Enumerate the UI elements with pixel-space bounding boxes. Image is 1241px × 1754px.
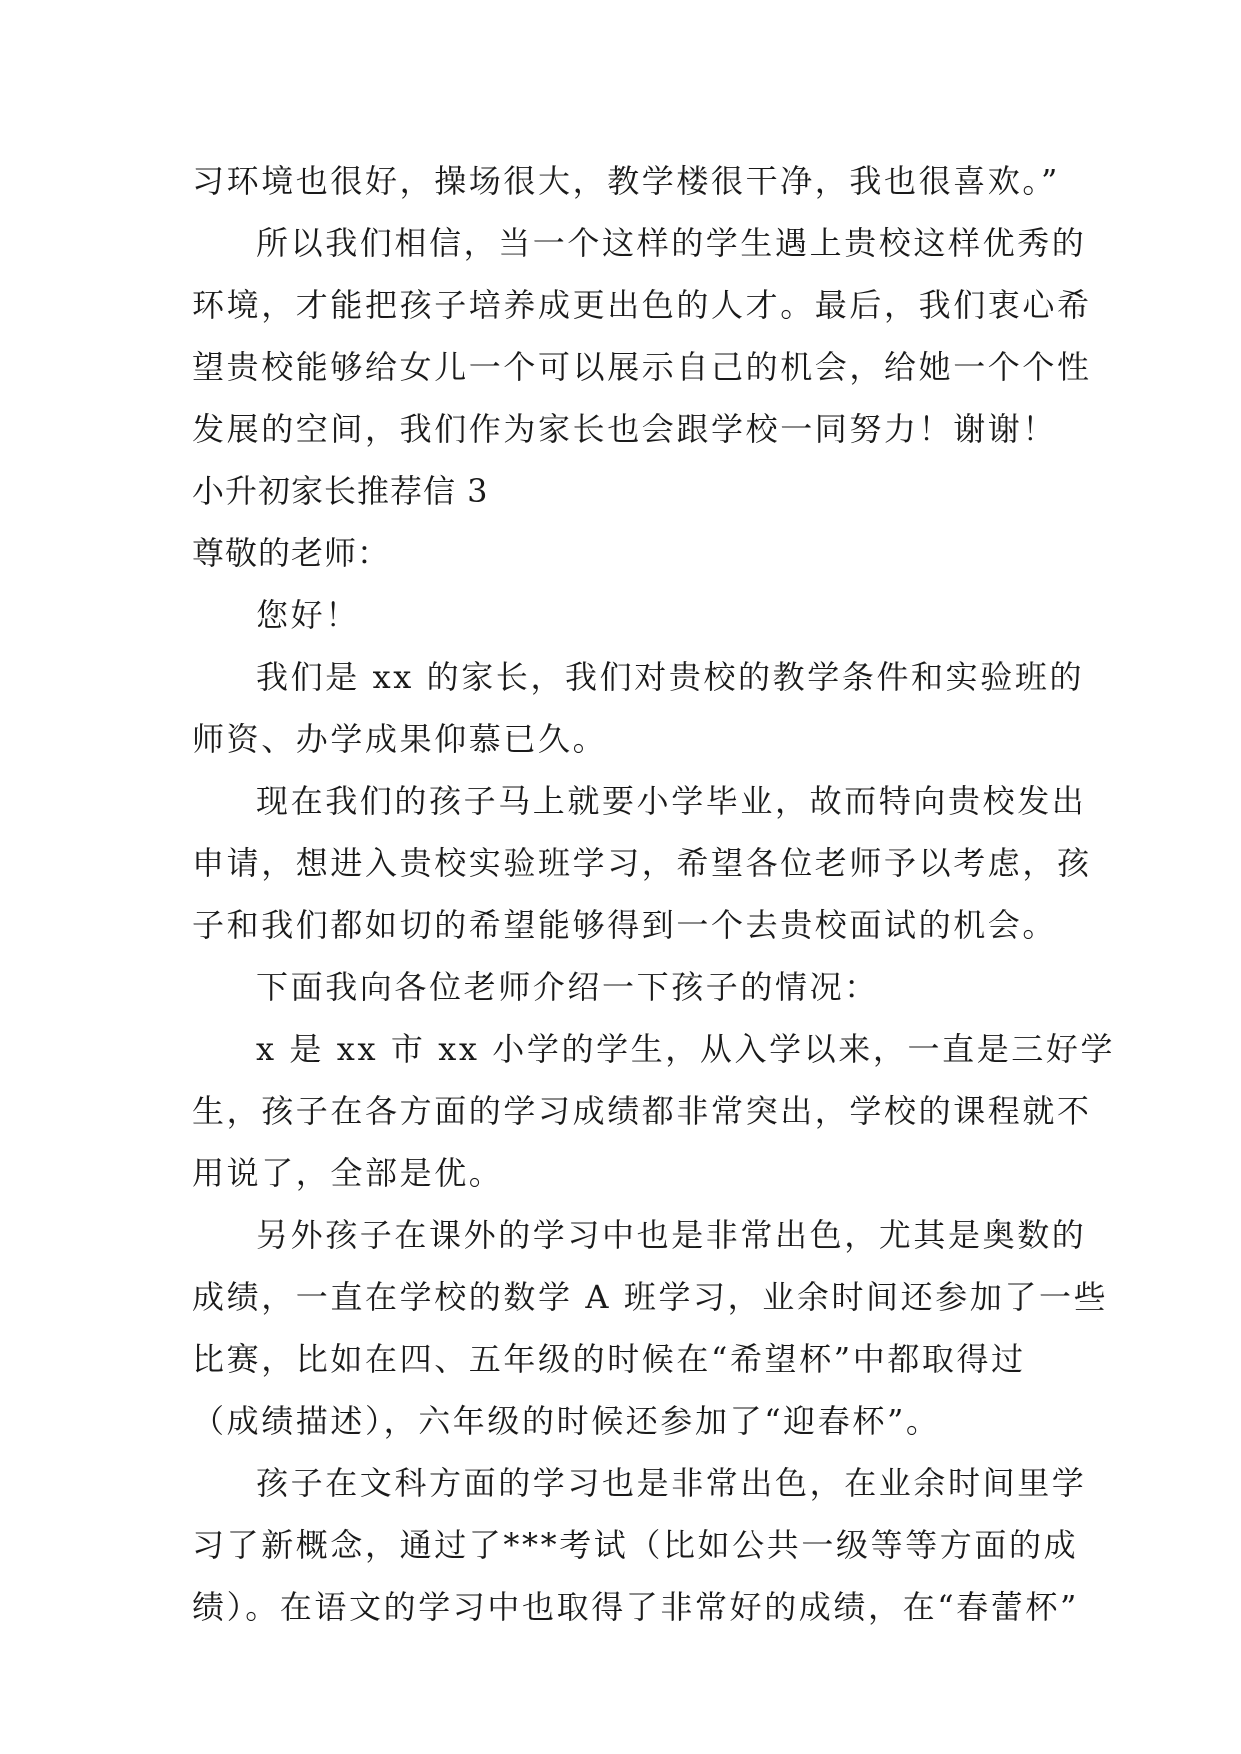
greeting: 您好！ bbox=[256, 596, 360, 634]
text-line: 申请，想进入贵校实验班学习，希望各位老师予以考虑，孩 bbox=[192, 844, 1092, 882]
text-line: （成绩描述），六年级的时候还参加了“迎春杯”。 bbox=[192, 1402, 941, 1440]
section-title: 小升初家长推荐信 3 bbox=[192, 472, 489, 510]
text-line: 我们是 xx 的家长，我们对贵校的教学条件和实验班的 bbox=[256, 658, 1085, 696]
text-line: 下面我向各位老师介绍一下孩子的情况： bbox=[256, 968, 879, 1006]
text-line: 所以我们相信，当一个这样的学生遇上贵校这样优秀的 bbox=[256, 224, 1087, 262]
document-body bbox=[192, 150, 1116, 1638]
text-line: x 是 xx 市 xx 小学的学生，从入学以来，一直是三好学 bbox=[256, 1030, 1116, 1068]
text-line: 师资、办学成果仰慕已久。 bbox=[192, 720, 608, 758]
text-line: 比赛，比如在四、五年级的时候在“希望杯”中都取得过 bbox=[192, 1340, 1026, 1378]
text-line: 生，孩子在各方面的学习成绩都非常突出，学校的课程就不 bbox=[192, 1092, 1092, 1130]
text-line: 绩）。在语文的学习中也取得了非常好的成绩，在“春蕾杯” bbox=[192, 1588, 1079, 1626]
text-line: 成绩，一直在学校的数学 A 班学习，业余时间还参加了一些 bbox=[192, 1278, 1109, 1316]
salutation: 尊敬的老师： bbox=[192, 534, 391, 572]
text-line: 环境，才能把孩子培养成更出色的人才。最后，我们衷心希 bbox=[192, 286, 1092, 324]
text-line: 发展的空间，我们作为家长也会跟学校一同努力！谢谢！ bbox=[192, 410, 1058, 448]
text-line: 用说了，全部是优。 bbox=[192, 1154, 504, 1192]
text-line: 习环境也很好，操场很大，教学楼很干净，我也很喜欢。” bbox=[192, 162, 1060, 200]
text-line: 孩子在文科方面的学习也是非常出色，在业余时间里学 bbox=[256, 1464, 1087, 1502]
text-line: 现在我们的孩子马上就要小学毕业，故而特向贵校发出 bbox=[256, 782, 1087, 820]
text-line: 另外孩子在课外的学习中也是非常出色，尤其是奥数的 bbox=[256, 1216, 1087, 1254]
text-line: 望贵校能够给女儿一个可以展示自己的机会，给她一个个性 bbox=[192, 348, 1092, 386]
text-line: 子和我们都如切的希望能够得到一个去贵校面试的机会。 bbox=[192, 906, 1058, 944]
text-line: 习了新概念，通过了***考试（比如公共一级等等方面的成 bbox=[192, 1526, 1079, 1564]
